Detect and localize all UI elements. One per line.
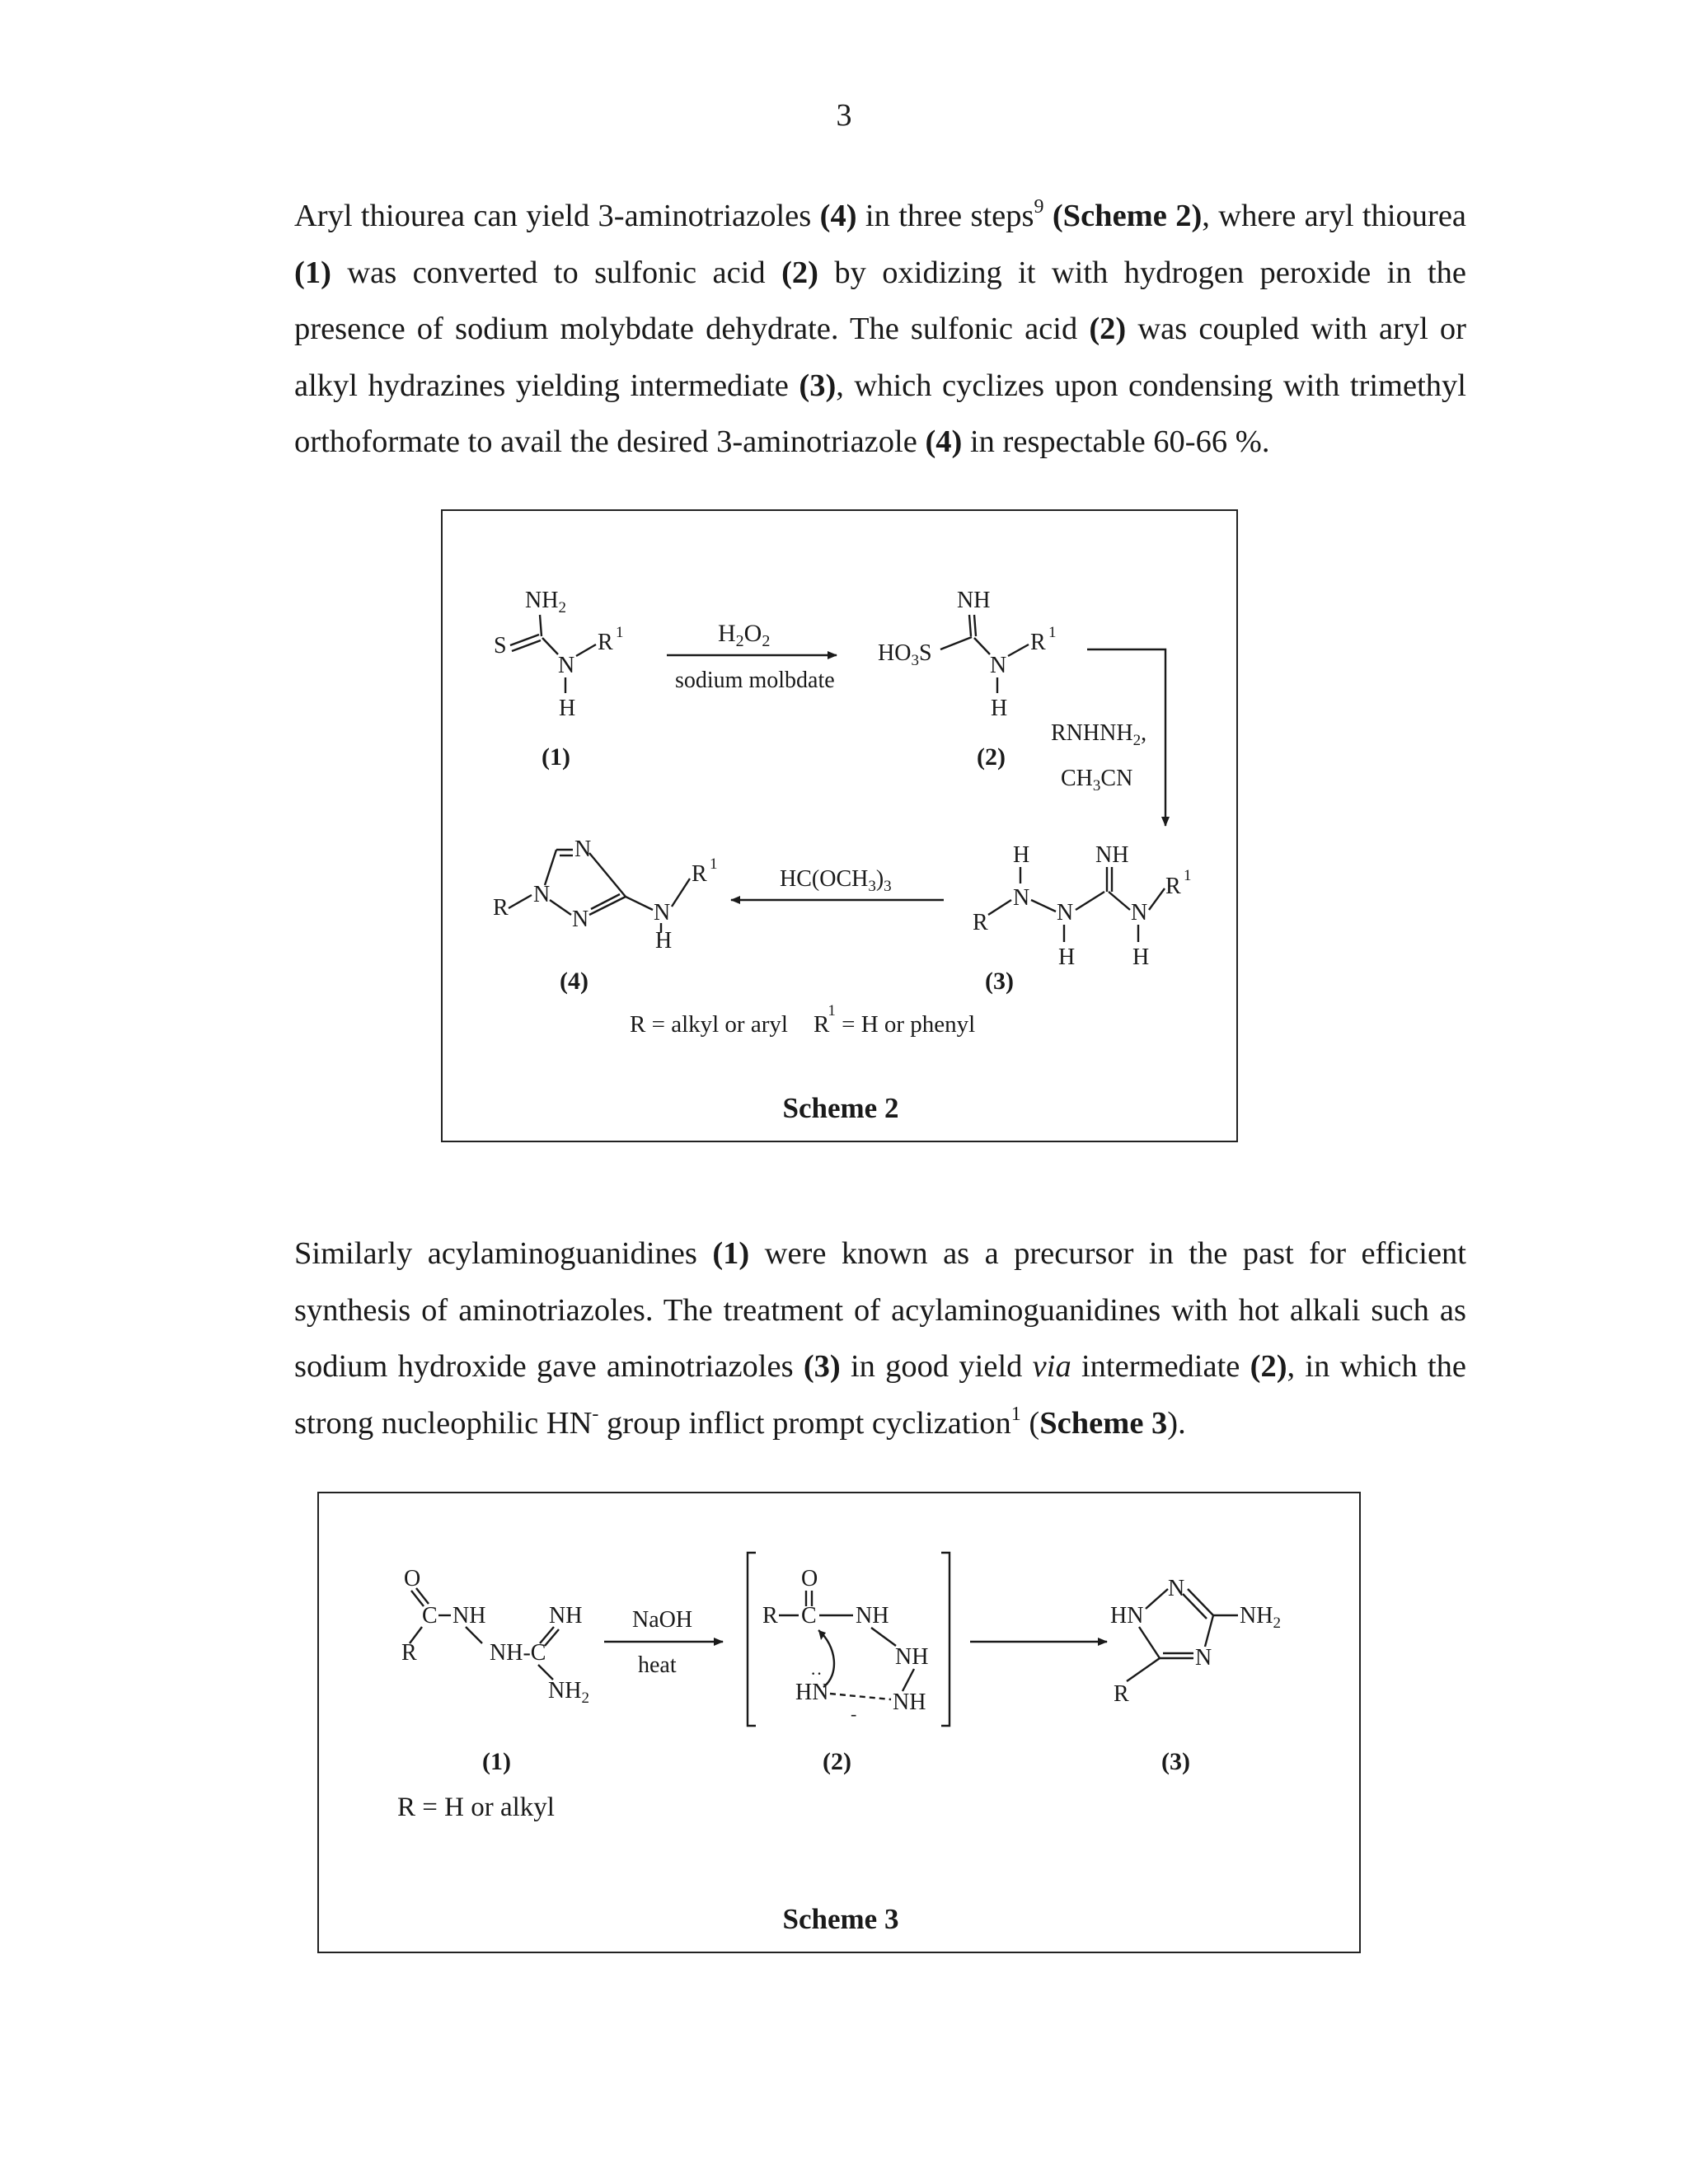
svg-text:(2): (2) [977, 743, 1006, 771]
svg-text:(3): (3) [985, 968, 1014, 995]
svg-text:NH: NH [452, 1603, 486, 1629]
svg-text:(1): (1) [542, 743, 570, 771]
svg-text:R: R [1165, 874, 1181, 899]
compound-3-intermediate [973, 842, 1192, 995]
svg-text:R: R [1030, 630, 1046, 655]
reagent-naoh: NaOH [632, 1607, 693, 1633]
reagent-h2o2: $H_2O_2$ [718, 620, 771, 650]
legend-r-definition: R = alkyl or aryl [630, 1011, 788, 1038]
svg-text:HO3S: $HO_3S$ [878, 640, 932, 669]
svg-text:H: H [1132, 944, 1150, 970]
svg-text:C: C [801, 1603, 817, 1629]
svg-text:NH: NH [893, 1690, 926, 1715]
svg-text:NH2: $NH_2$ [548, 1678, 589, 1707]
svg-text:NH-C: NH-C [490, 1640, 546, 1666]
reagent-trimethyl-orthoformate: $HC(OCH_3)_3$ [780, 866, 892, 895]
svg-text:-: - [851, 1704, 857, 1724]
svg-text:R: R [692, 861, 707, 887]
svg-text:NH: NH [1095, 842, 1129, 868]
svg-text:R: R [401, 1640, 417, 1666]
scheme-2-diagram [443, 511, 1240, 1144]
svg-text:HN: HN [795, 1680, 829, 1705]
reagent-hydrazine: $RNHNH_2$, [1051, 720, 1147, 749]
svg-text:(3): (3) [1161, 1748, 1190, 1775]
svg-text:H: H [1013, 842, 1030, 868]
page-number: 3 [836, 98, 852, 133]
compound-1-acylaminoguanidine [401, 1566, 589, 1775]
svg-text:NH2: $NH_2$ [525, 588, 566, 616]
compound-3-aminotriazole [1110, 1576, 1281, 1775]
svg-text:N: N [1195, 1645, 1212, 1671]
svg-text:1: 1 [616, 624, 624, 641]
svg-text:(1): (1) [482, 1748, 511, 1775]
svg-text:R: R [1114, 1681, 1129, 1707]
svg-text:N: N [654, 900, 671, 926]
svg-text:NH: NH [856, 1603, 889, 1629]
compound-2-intermediate [748, 1553, 950, 1775]
svg-text:H: H [991, 696, 1008, 721]
reagent-sodium-molybdate: sodium molbdate [675, 668, 835, 693]
svg-text:(2): (2) [823, 1748, 851, 1775]
svg-text:O: O [801, 1566, 818, 1591]
svg-text:N: N [572, 907, 589, 932]
scheme-3-caption: Scheme 3 [782, 1903, 899, 1935]
svg-text:N: N [533, 882, 551, 907]
svg-text:R: R [973, 910, 988, 935]
svg-text:R: R [493, 895, 509, 921]
svg-text:R: R [598, 630, 613, 655]
svg-text:H: H [1058, 944, 1076, 970]
reagent-acetonitrile: $CH_3CN$ [1061, 766, 1133, 794]
svg-text:N: N [1057, 900, 1074, 926]
svg-text:C: C [422, 1603, 438, 1629]
compound-2-sulfonic-acid [878, 588, 1057, 771]
svg-text:N: N [574, 837, 592, 862]
svg-text:S: S [494, 633, 507, 658]
svg-text:1: 1 [1048, 624, 1057, 641]
paragraph-1: Aryl thiourea can yield 3-aminotriazoles (4) in three steps$^9$ (Scheme 2), where aryl thiourea (1) was converted to sulfonic acid (2) by oxidizing it with hydrogen peroxide in the presence of sodium molybdate dehydrate. The sulfonic acid (2) was coupled with aryl or alkyl hydrazines yielding intermediate (3), which cyclizes upon condensing with trimethyl orthoformate to avail the desired 3-aminotriazole (4) in respectable 60-66 %. [294, 196, 1467, 459]
svg-text:NH2: $NH_2$ [1240, 1603, 1281, 1632]
legend-r-definition-scheme3: R = H or alkyl [397, 1793, 555, 1822]
svg-text:NH: NH [957, 588, 991, 613]
compound-1-thiourea [494, 588, 624, 771]
compound-4-aminotriazole [493, 837, 718, 995]
svg-text:(4): (4) [560, 968, 588, 995]
svg-text:N: N [558, 653, 575, 678]
svg-text:R: R [762, 1603, 778, 1629]
reagent-heat: heat [638, 1652, 677, 1678]
svg-text:N: N [1168, 1576, 1185, 1601]
svg-text:H: H [655, 928, 673, 954]
svg-text:N: N [1131, 900, 1148, 926]
svg-text:NH: NH [895, 1644, 929, 1670]
svg-text:1: 1 [710, 855, 718, 873]
scheme-3-diagram [319, 1493, 1362, 1955]
svg-text:NH: NH [549, 1603, 583, 1629]
svg-text:N: N [990, 653, 1007, 678]
svg-text:H: H [559, 696, 576, 721]
svg-text:··: ·· [810, 1663, 823, 1684]
paragraph-2: Similarly acylaminoguanidines (1) were known as a precursor in the past for efficient synthesis of aminotriazoles. The treatment of acylaminoguanidines with hot alkali such as sodium hydroxide gave aminotriazoles (3) in good yield via intermediate (2), in which the strong nucleophilic HN- group inflict prompt cyclization$^1$ (Scheme 3). [294, 1236, 1467, 1441]
legend-r1-definition: R1 = H or phenyl [814, 1002, 976, 1038]
svg-text:O: O [404, 1566, 421, 1591]
scheme-2-figure [441, 509, 1238, 1142]
scheme-2-caption: Scheme 2 [782, 1092, 899, 1124]
svg-text:N: N [1013, 885, 1030, 911]
svg-text:HN: HN [1110, 1603, 1144, 1629]
svg-text:1: 1 [1184, 867, 1192, 884]
scheme-3-figure [317, 1492, 1361, 1953]
